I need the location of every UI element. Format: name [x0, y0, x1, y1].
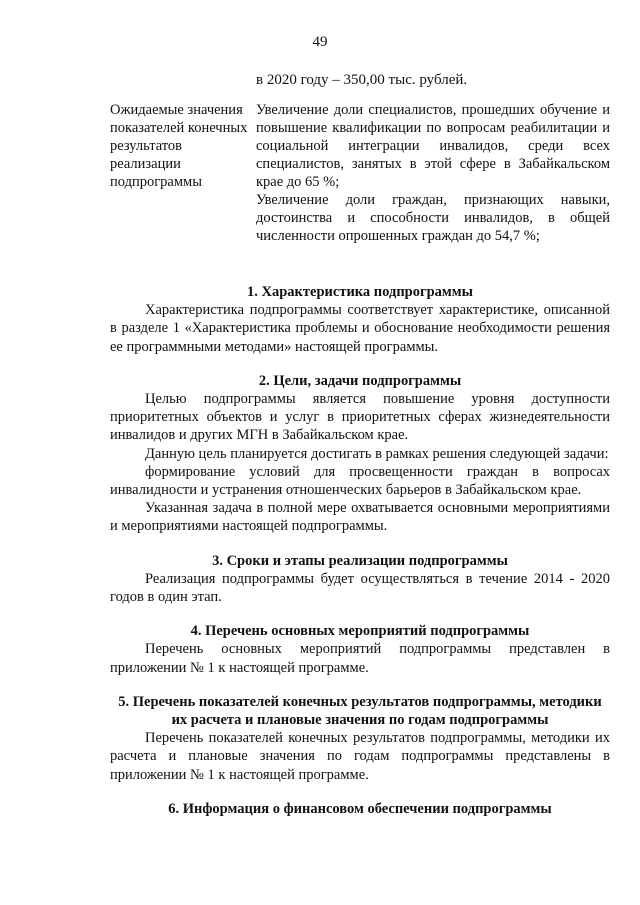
indicators-label: Ожидаемые значения показателей конечных результатов реализации подпрограммы — [110, 102, 248, 190]
paragraph: Характеристика подпрограммы соответствует характеристике, описанной в разделе 1 «Характеристика проблемы и обоснование необходимости решения ее программными методами» настоящей программы. — [110, 302, 610, 355]
paragraph: Целью подпрограммы является повышение уровня доступности приоритетных объектов и услуг в приоритетных сферах жизнедеятельности инвалидов и других МГН в Забайкальском крае. — [110, 391, 610, 444]
indicator-item: Увеличение доли специалистов, прошедших обучение и повышение квалификации по вопросам реабилитации и социальной интеграции инвалидов, среди всех специалистов, занятых в этой сфере в Забайкальском крае до 65 %; — [256, 102, 610, 190]
section-heading: 2. Цели, задачи подпрограммы — [258, 372, 462, 389]
section-heading: 3. Сроки и этапы реализации подпрограммы — [212, 552, 508, 569]
paragraph: Данную цель планируется достигать в рамках решения следующей задачи: — [145, 445, 609, 462]
paragraph: Перечень основных мероприятий подпрограммы представлен в приложении № 1 к настоящей программе. — [110, 641, 610, 676]
section-heading: 1. Характеристика подпрограммы — [247, 284, 473, 300]
section-heading: 5. Перечень показателей конечных результатов подпрограммы, методики их расчета и плановые значения по годам подпрограммы — [118, 693, 602, 729]
paragraph: Перечень показателей конечных результатов подпрограммы, методики их расчета и плановые значения по годам подпрограммы представлены в приложении № 1 к настоящей программе. — [110, 730, 610, 783]
section-heading: 4. Перечень основных мероприятий подпрограммы — [190, 623, 530, 640]
indicator-item: Увеличение доли граждан, признающих навыки, достоинства и способности инвалидов, в общей численности опрошенных граждан до 54,7 %; — [256, 192, 610, 244]
paragraph: формирование условий для просвещенности граждан в вопросах инвалидности и устранения отношенческих барьеров в Забайкальском крае. — [110, 463, 610, 499]
section-heading: 6. Информация о финансовом обеспечении подпрограммы — [168, 800, 552, 817]
indicators-values — [256, 101, 610, 245]
paragraph: Реализация подпрограммы будет осуществляться в течение 2014 - 2020 годов в один этап. — [110, 570, 610, 606]
document-body — [110, 283, 610, 818]
page-number: 49 — [312, 34, 328, 50]
funding-line: в 2020 году – 350,00 тыс. рублей. — [256, 72, 468, 88]
paragraph: Указанная задача в полной мере охватывается основными мероприятиями и мероприятиями настоящей подпрограммы. — [110, 500, 610, 535]
